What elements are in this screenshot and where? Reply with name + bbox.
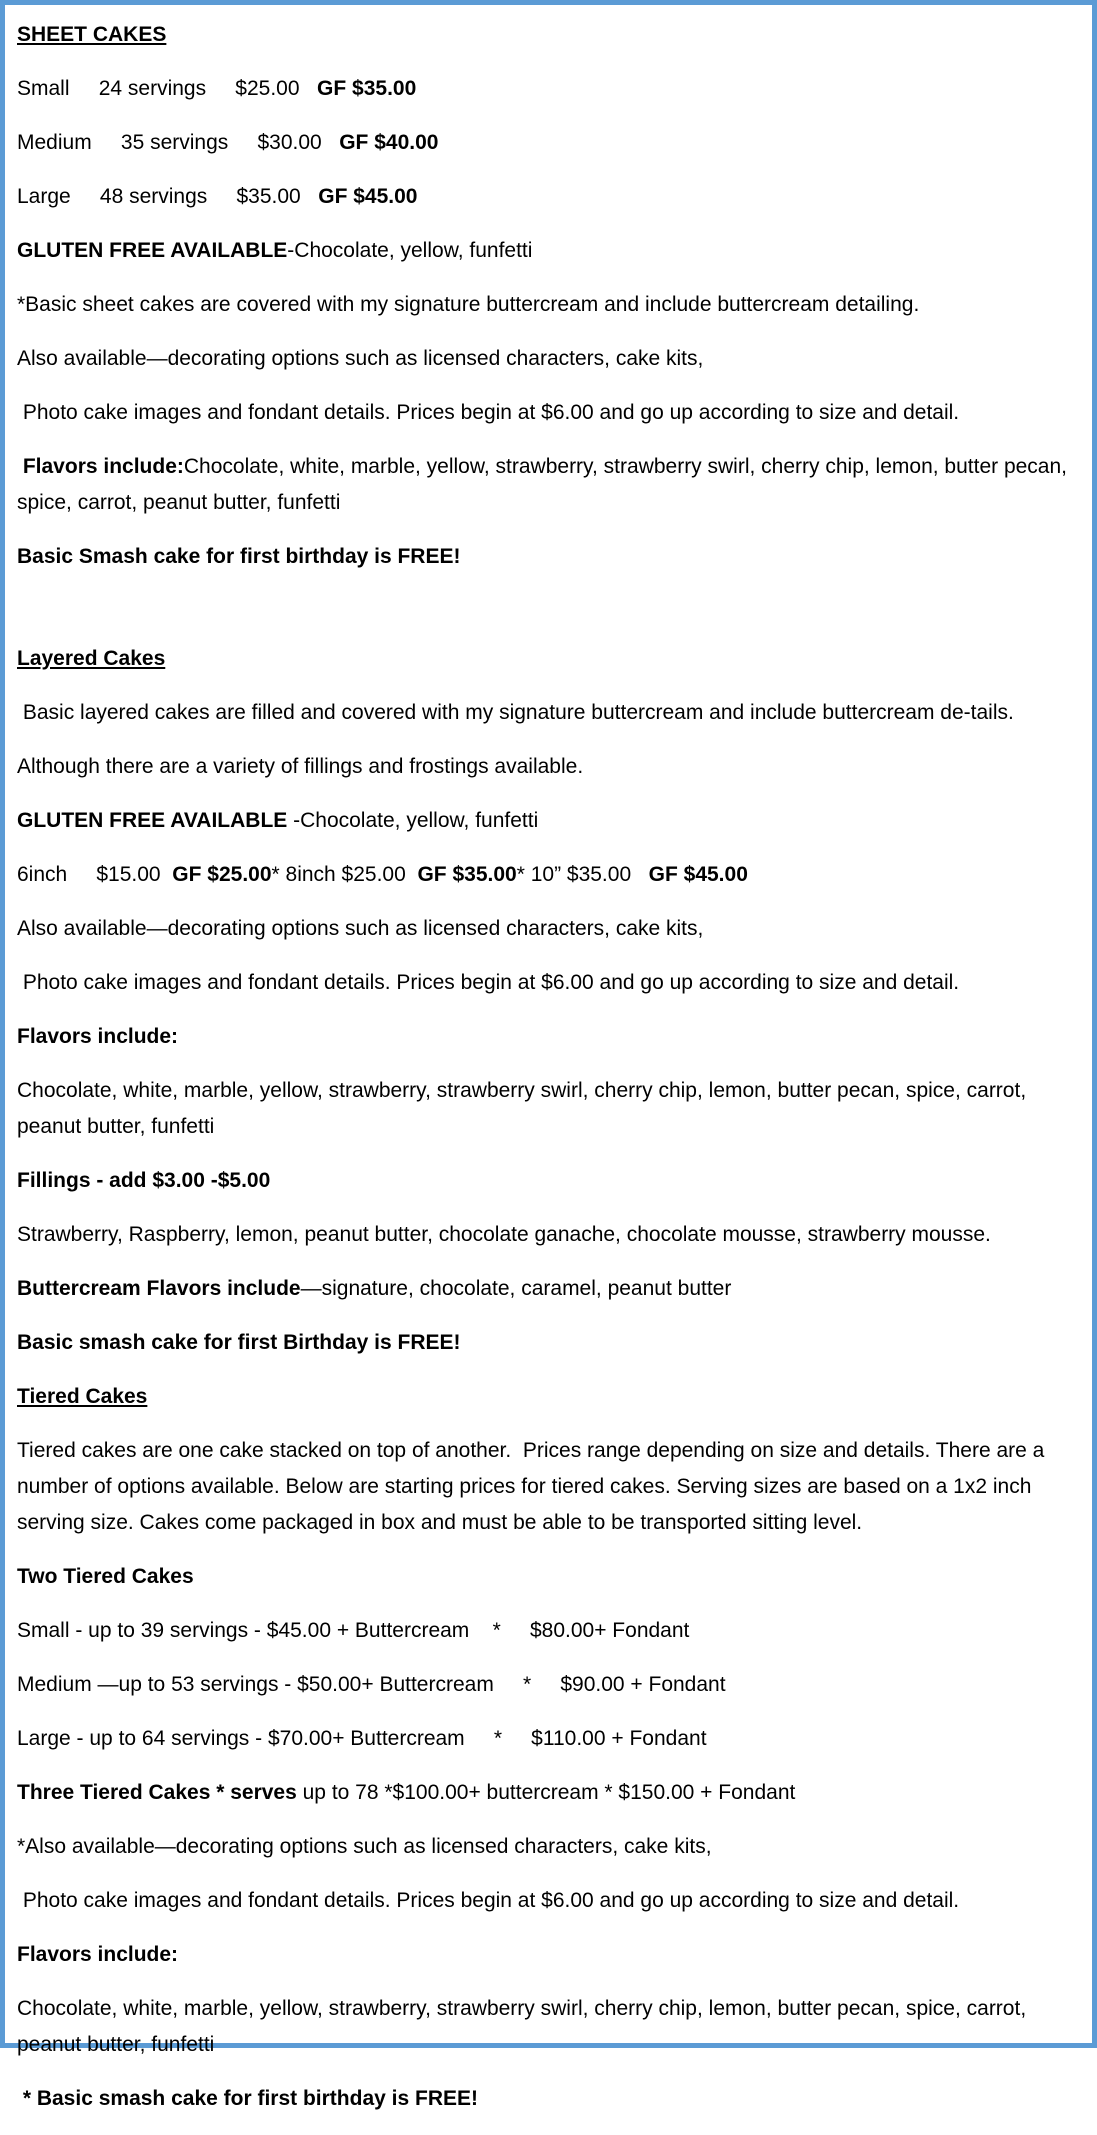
tiered-photo-note: Photo cake images and fondant details. Prices begin at $6.00 and go up according to size and detail.: [17, 1889, 960, 1912]
size-6inch-gf: GF $25.00: [172, 863, 272, 886]
tiered-flavors-label: Flavors include:: [17, 1943, 179, 1966]
two-tiered-medium: Medium —up to 53 servings - $50.00+ Buttercream * $90.00 + Fondant: [17, 1673, 726, 1696]
tiered-intro: Tiered cakes are one cake stacked on top of another. Prices range depending on size and details. There are a number of options available. Below are starting prices for tiered cakes. Serving sizes are based on a 1x2 inch serving size. Cakes come packaged in box and must be able to be transported sitting level.: [17, 1439, 1051, 1534]
layered-fillings-label: Fillings - add $3.00 -$5.00: [17, 1169, 271, 1192]
size-6inch: 6inch $15.00: [17, 863, 173, 886]
layered-buttercream: [17, 1271, 1089, 1307]
layered-smash-cake: Basic smash cake for first Birthday is FREE!: [17, 1331, 461, 1354]
tiered-also-available: *Also available—decorating options such as licensed characters, cake kits,: [17, 1835, 712, 1858]
size-price: $25.00: [235, 77, 300, 100]
layered-heading: [17, 641, 1089, 677]
buttercream-list: —signature, chocolate, caramel, peanut butter: [300, 1277, 732, 1300]
size-gf-price: GF $35.00: [317, 77, 417, 100]
gf-flavors: -Chocolate, yellow, funfetti: [287, 239, 533, 262]
sheet-size-small: [17, 71, 1089, 107]
size-name: Medium: [17, 131, 92, 154]
size-8inch: * 8inch $25.00: [271, 863, 418, 886]
three-tiered-label: Three Tiered Cakes * serves: [17, 1781, 297, 1804]
two-tiered-small: Small - up to 39 servings - $45.00 + Buttercream * $80.00+ Fondant: [17, 1619, 690, 1642]
size-servings: 35 servings: [120, 131, 229, 154]
price-list-document: [17, 17, 1089, 2135]
layered-sizes: [17, 857, 1089, 893]
three-tiered-price: up to 78 *$100.00+ buttercream * $150.00 + Fondant: [296, 1781, 796, 1804]
sheet-gluten-free: [17, 233, 1089, 269]
size-8inch-gf: GF $35.00: [417, 863, 517, 886]
tiered-smash-cake: * Basic smash cake for first birthday is FREE!: [17, 2087, 478, 2110]
two-tiered-label: Two Tiered Cakes: [17, 1565, 194, 1588]
layered-variety: Although there are a variety of fillings and frostings available.: [17, 755, 584, 778]
buttercream-label: Buttercream Flavors include: [17, 1277, 301, 1300]
layered-also-available: Also available—decorating options such as licensed characters, cake kits,: [17, 917, 704, 940]
two-tiered-large: Large - up to 64 servings - $70.00+ Buttercream * $110.00 + Fondant: [17, 1727, 707, 1750]
sheet-basic-note: *Basic sheet cakes are covered with my signature buttercream and include buttercream detailing.: [17, 293, 920, 316]
tiered-heading: [17, 1379, 1089, 1415]
sheet-size-large: [17, 179, 1089, 215]
size-servings: 48 servings: [99, 185, 208, 208]
flavors-label: Flavors include:: [17, 455, 184, 478]
layered-photo-note: Photo cake images and fondant details. Prices begin at $6.00 and go up according to size and detail.: [17, 971, 960, 994]
sheet-heading: [17, 17, 1089, 53]
layered-heading-text: Layered Cakes: [17, 647, 166, 670]
size-name: Large: [17, 185, 71, 208]
size-gf-price: GF $40.00: [339, 131, 439, 154]
layered-flavors: Chocolate, white, marble, yellow, strawberry, strawberry swirl, cherry chip, lemon, butter pecan, spice, carrot, peanut butter, funfetti: [17, 1079, 1027, 1138]
size-gf-price: GF $45.00: [318, 185, 418, 208]
layered-gluten-free: [17, 803, 1089, 839]
gf-label: GLUTEN FREE AVAILABLE: [17, 809, 294, 832]
gf-flavors: -Chocolate, yellow, funfetti: [293, 809, 539, 832]
tiered-heading-text: Tiered Cakes: [17, 1385, 148, 1408]
sheet-size-medium: [17, 125, 1089, 161]
size-name: Small: [17, 77, 70, 100]
layered-flavors-label: Flavors include:: [17, 1025, 179, 1048]
sheet-heading-text: SHEET CAKES: [17, 23, 167, 46]
size-servings: 24 servings: [98, 77, 207, 100]
section-spacer: [17, 593, 1089, 641]
size-price: $35.00: [236, 185, 301, 208]
layered-fillings: Strawberry, Raspberry, lemon, peanut butter, chocolate ganache, chocolate mousse, strawberry mousse.: [17, 1223, 991, 1246]
sheet-smash-cake: Basic Smash cake for first birthday is FREE!: [17, 545, 461, 568]
gf-label: GLUTEN FREE AVAILABLE: [17, 239, 288, 262]
size-price: $30.00: [257, 131, 322, 154]
sheet-photo-note: Photo cake images and fondant details. Prices begin at $6.00 and go up according to size and detail.: [17, 401, 960, 424]
sheet-flavors: [17, 449, 1089, 521]
size-10inch: * 10” $35.00: [516, 863, 649, 886]
tiered-flavors: Chocolate, white, marble, yellow, strawberry, strawberry swirl, cherry chip, lemon, butter pecan, spice, carrot, peanut butter, funfetti: [17, 1997, 1027, 2056]
layered-intro: Basic layered cakes are filled and covered with my signature buttercream and include buttercream de-tails.: [17, 701, 1014, 724]
size-10inch-gf: GF $45.00: [648, 863, 748, 886]
three-tiered: [17, 1775, 1089, 1811]
sheet-also-available: Also available—decorating options such as licensed characters, cake kits,: [17, 347, 704, 370]
flavors-list: Chocolate, white, marble, yellow, strawberry, strawberry swirl, cherry chip, lemon, butter pecan, spice, carrot, peanut butter, funfetti: [17, 455, 1073, 514]
